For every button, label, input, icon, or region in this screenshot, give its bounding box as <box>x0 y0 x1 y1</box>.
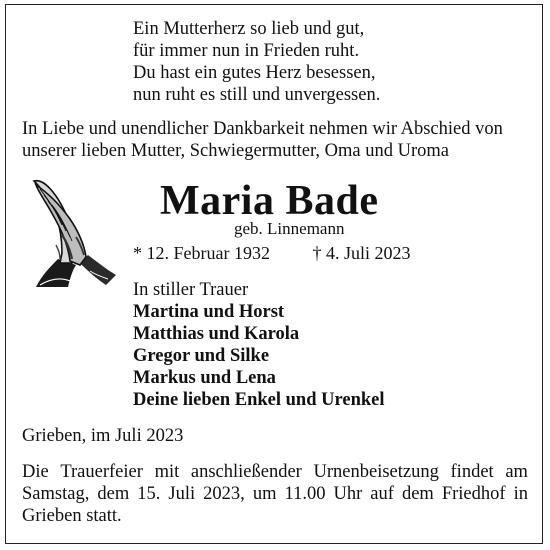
intro-line: In Liebe und unendlicher Dankbarkeit nehmen wir Abschied von <box>22 119 503 139</box>
funeral-word: Urnenbeisetzung <box>313 462 439 482</box>
funeral-word: auf <box>370 484 394 504</box>
poem-line: Ein Mutterherz so lieb und gut, <box>133 19 365 39</box>
funeral-word: dem <box>97 484 130 504</box>
mourner-family: Markus und Lena <box>133 368 276 388</box>
funeral-line-1 <box>22 461 528 483</box>
poem-line: nun ruht es still und unvergessen. <box>133 85 381 105</box>
funeral-word: mit <box>154 462 180 482</box>
funeral-line-2 <box>22 483 528 505</box>
mourners-block <box>133 279 385 411</box>
funeral-word: Juli <box>168 484 196 504</box>
intro-text <box>22 118 528 162</box>
funeral-word: 15. <box>137 484 161 504</box>
funeral-word: in <box>513 484 528 504</box>
funeral-word: Trauerfeier <box>60 462 143 482</box>
poem-line: Du hast ein gutes Herz besessen, <box>133 63 376 83</box>
intro-line: unserer lieben Mutter, Schwiegermutter, Oma und Uroma <box>22 141 449 161</box>
funeral-word: Die <box>22 462 49 482</box>
funeral-word: um <box>252 484 277 504</box>
death-date: † 4. Juli 2023 <box>312 243 411 263</box>
life-dates <box>133 242 411 264</box>
praying-hands-icon <box>20 175 124 293</box>
mourner-family: Deine lieben Enkel und Urenkel <box>133 390 385 410</box>
funeral-word: 11.00 <box>284 484 326 504</box>
poem <box>133 18 380 106</box>
funeral-line-3: Grieben statt. <box>22 506 122 526</box>
place-date: Grieben, im Juli 2023 <box>22 426 184 446</box>
maiden-name: geb. Linnemann <box>234 219 345 238</box>
mourner-family: Gregor und Silke <box>133 346 270 366</box>
poem-line: für immer nun in Frieden ruht. <box>133 41 360 61</box>
funeral-word: dem <box>401 484 434 504</box>
funeral-word: Friedhof <box>441 484 506 504</box>
funeral-word: Uhr <box>333 484 363 504</box>
funeral-word: anschließender <box>190 462 302 482</box>
funeral-word: 2023, <box>203 484 245 504</box>
mourning-heading: In stiller Trauer <box>133 280 249 300</box>
mourner-family: Martina und Horst <box>133 302 285 322</box>
deceased-name: Maria Bade <box>160 178 379 224</box>
funeral-word: am <box>505 462 528 482</box>
mourner-family: Matthias und Karola <box>133 324 300 344</box>
funeral-word: findet <box>450 462 494 482</box>
funeral-notice <box>22 461 528 527</box>
funeral-word: Samstag, <box>22 484 90 504</box>
birth-date: * 12. Februar 1932 <box>133 243 270 263</box>
